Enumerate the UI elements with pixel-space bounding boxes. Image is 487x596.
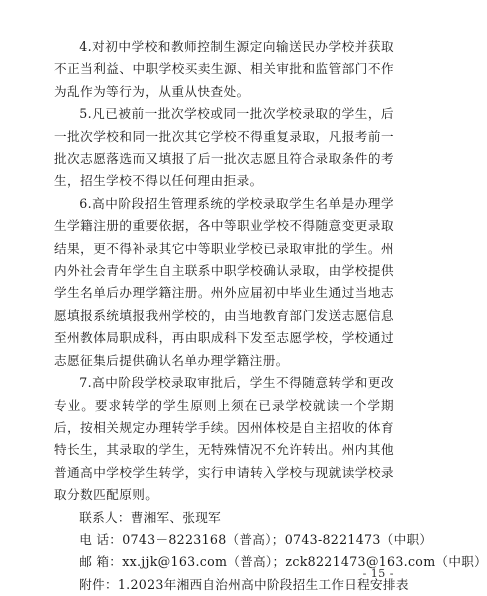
attachment-line: 附件：1.2023年湘西自治州高中阶段招生工作日程安排表 [79,576,409,592]
contact-phone-label: 电 话： [79,531,123,547]
paragraph-item-5: 5.凡已被前一批次学校或同一批次学校录取的学生，后一批次学校和同一批次其它学校不得重复录取，凡报考前一批次志愿落选而又填报了后一批次志愿且符合录取条件的考生，招生学校不得以任何理由拒录。 [54,106,394,189]
page-number: - 15 - [362,567,394,580]
contact-email-value: xx.jjk@163.com（普高）；zck8221473@163.com（中职） [122,554,487,570]
contact-people-label: 联系人： [79,509,131,525]
paragraph-item-7: 7.高中阶段学校录取审批后，学生不得随意转学和更改专业。要求转学的学生原则上须在已录学校就读一个学期后，按相关规定办理转学手续。因州体校是自主招收的体育特长生，其录取的学生，无特殊情况不允许转出。州内其他普通高中学校学生转学，实行申请转入学校与现就读学校录取分数匹配原则。 [54,375,394,503]
contact-people-line [54,507,394,529]
contact-phone-value: 0743－8223168（普高）；0743-8221473（中职） [122,531,433,547]
contact-people-value: 曹湘军、张现军 [130,509,222,525]
contact-email-line [54,551,487,573]
contact-phone-line [54,529,433,551]
contact-email-label: 邮 箱： [79,554,123,570]
paragraph-item-6: 6.高中阶段招生管理系统的学校录取学生名单是办理学生学籍注册的重要依据，各中等职业学校不得随意变更录取结果，更不得补录其它中等职业学校已录取审批的学生。州内外社会青年学生自主联系中职学校确认录取，由学校提供学生名单后办理学籍注册。州外应届初中毕业生通过当地志愿填报系统填报我州学校的，由当地教育部门发送志愿信息至州教体局职成科，再由职成科下发至志愿学校，学校通过志愿征集后提供确认名单办理学籍注册。 [54,195,394,368]
paragraph-item-4: 4.对初中学校和教师控制生源定向输送民办学校并获取不正当利益、中职学校买卖生源、相关审批和监管部门不作为乱作为等行为，从重从快查处。 [54,39,394,99]
